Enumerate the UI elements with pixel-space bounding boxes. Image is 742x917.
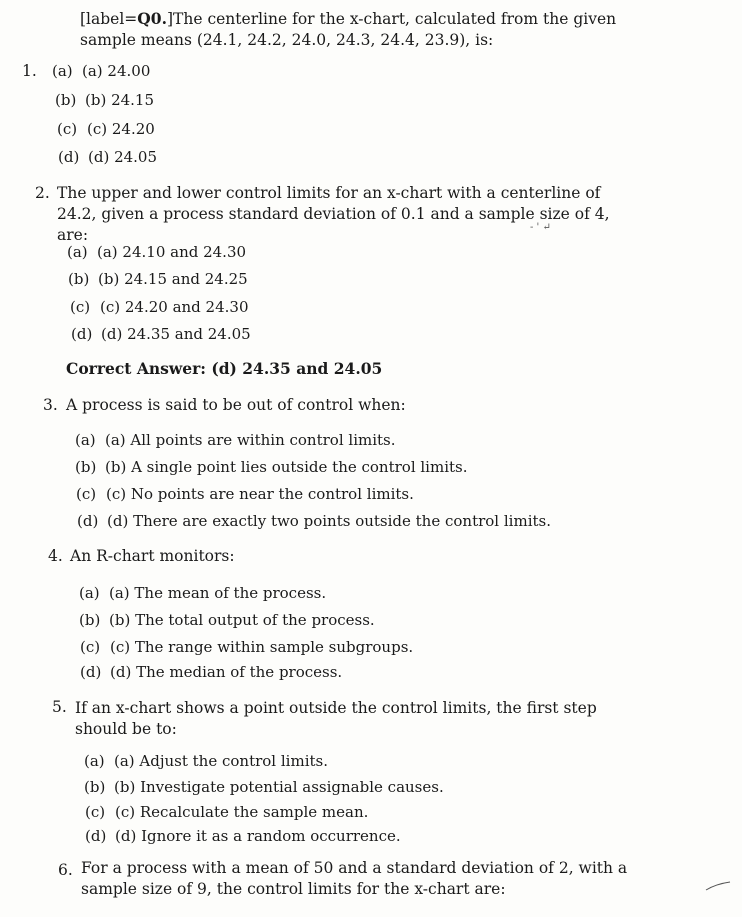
- q1-option-d: [58, 147, 157, 167]
- q4-option-c-label: (c): [80, 638, 101, 656]
- q2-option-a-label: (a): [67, 243, 88, 261]
- q3-option-b-label: (b): [75, 458, 97, 476]
- q3-option-d: [77, 511, 551, 531]
- q4-option-c: [80, 637, 413, 657]
- q1-option-b-label: (b): [55, 91, 77, 109]
- q1-option-b-text: (b) 24.15: [85, 91, 155, 109]
- q1-option-c: [57, 119, 155, 139]
- q1-number: 1.: [22, 62, 37, 80]
- q3-option-a: [75, 430, 396, 450]
- q1-stem-prefix: [label=: [80, 10, 138, 28]
- q2-option-b-text: (b) 24.15 and 24.25: [98, 270, 248, 288]
- q5-option-b-text: (b) Investigate potential assignable causes.: [114, 778, 444, 796]
- q5-option-b: [84, 777, 444, 797]
- q2-option-d-label: (d): [71, 325, 93, 343]
- q2-option-d: [71, 324, 251, 344]
- q1-option-a: [52, 61, 150, 81]
- q5-option-c-label: (c): [85, 803, 106, 821]
- q1-stem: [80, 8, 640, 51]
- q4-option-d-label: (d): [80, 663, 102, 681]
- q3-number: 3.: [43, 396, 58, 414]
- q5-option-a: [84, 751, 328, 771]
- q3-option-d-text: (d) There are exactly two points outside the control limits.: [107, 512, 551, 530]
- q2-option-a: [67, 242, 246, 262]
- scan-mark: [704, 880, 734, 894]
- q4-option-c-text: (c) The range within sample subgroups.: [110, 638, 414, 656]
- q4-option-b: [79, 610, 375, 630]
- q2-option-c: [70, 297, 249, 317]
- q2-option-d-text: (d) 24.35 and 24.05: [101, 325, 251, 343]
- q5-number: 5.: [52, 698, 67, 716]
- q3-option-a-text: (a) All points are within control limits.: [105, 431, 396, 449]
- q6-number: 6.: [58, 861, 73, 879]
- q2-correct-answer: Correct Answer: (d) 24.35 and 24.05: [66, 359, 383, 378]
- q2-option-c-text: (c) 24.20 and 24.30: [100, 298, 249, 316]
- q1-option-d-text: (d) 24.05: [88, 148, 158, 166]
- q6-stem: For a process with a mean of 50 and a standard deviation of 2, with a sample size of 9, the control limits for the x-chart are:: [81, 859, 628, 898]
- q5-option-d: [85, 826, 401, 846]
- q1-option-c-label: (c): [57, 120, 78, 138]
- q5-option-a-label: (a): [84, 752, 105, 770]
- q4-option-b-text: (b) The total output of the process.: [109, 611, 375, 629]
- q3-option-c: [76, 484, 414, 504]
- q2-option-b: [68, 269, 248, 289]
- stray-mark: - ' ↵: [530, 222, 551, 233]
- q1-option-a-label: (a): [52, 62, 73, 80]
- q1-stem-text: ]The centerline for the x-chart, calculated from the given sample means (24.1, 24.2, 24.0, 24.3, 24.4, 23.9), is:: [80, 10, 617, 49]
- q3-stem: A process is said to be out of control when:: [66, 396, 406, 414]
- q4-option-a-label: (a): [79, 584, 100, 602]
- q2-option-b-label: (b): [68, 270, 90, 288]
- q2-option-c-label: (c): [70, 298, 91, 316]
- q4-option-b-label: (b): [79, 611, 101, 629]
- q3-option-b-text: (b) A single point lies outside the control limits.: [105, 458, 468, 476]
- q3-option-d-label: (d): [77, 512, 99, 530]
- q2-stem: The upper and lower control limits for an x-chart with a centerline of 24.2, given a process standard deviation of 0.1 and a sample size of 4, are:: [57, 184, 610, 244]
- q3-option-a-label: (a): [75, 431, 96, 449]
- q2-number: 2.: [35, 184, 50, 202]
- q4-option-d: [80, 662, 342, 682]
- q5-option-c: [85, 802, 368, 822]
- q5-option-d-label: (d): [85, 827, 107, 845]
- q1-option-c-text: (c) 24.20: [87, 120, 155, 138]
- q5-option-c-text: (c) Recalculate the sample mean.: [115, 803, 369, 821]
- q5-option-a-text: (a) Adjust the control limits.: [114, 752, 328, 770]
- q5-stem: If an x-chart shows a point outside the control limits, the first step should be to:: [75, 699, 597, 738]
- q2-option-a-text: (a) 24.10 and 24.30: [97, 243, 247, 261]
- q3-option-b: [75, 457, 468, 477]
- q4-number: 4.: [48, 547, 63, 565]
- q3-option-c-text: (c) No points are near the control limits.: [106, 485, 414, 503]
- q1-option-b: [55, 90, 154, 110]
- q4-stem: An R-chart monitors:: [70, 547, 235, 565]
- q4-option-a-text: (a) The mean of the process.: [109, 584, 327, 602]
- q1-option-d-label: (d): [58, 148, 80, 166]
- q4-option-d-text: (d) The median of the process.: [110, 663, 343, 681]
- q4-option-a: [79, 583, 326, 603]
- q1-option-a-text: (a) 24.00: [82, 62, 151, 80]
- q5-option-b-label: (b): [84, 778, 106, 796]
- q3-option-c-label: (c): [76, 485, 97, 503]
- q5-option-d-text: (d) Ignore it as a random occurrence.: [115, 827, 401, 845]
- q1-stem-label: Q0.: [137, 9, 167, 28]
